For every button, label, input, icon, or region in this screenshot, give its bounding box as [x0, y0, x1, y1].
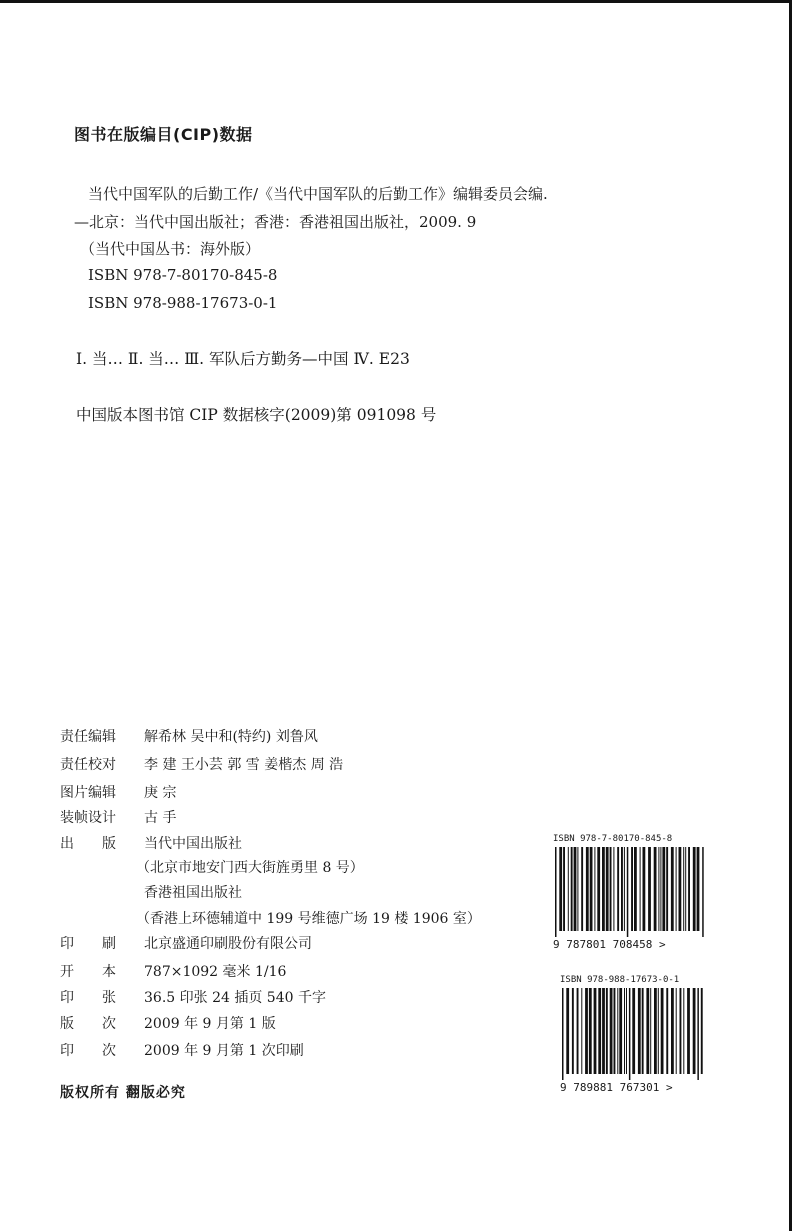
credit-label: 责任编辑 [60, 729, 116, 745]
barcode-bar [650, 988, 651, 1074]
credit-value: 当代中国出版社 [144, 836, 242, 852]
barcode-bar [680, 988, 682, 1074]
barcode-bar [693, 847, 696, 931]
barcode-bar [562, 988, 564, 1080]
credit-label: 图片编辑 [60, 785, 116, 801]
credit-label: 责任校对 [60, 757, 116, 773]
barcode-bar [683, 847, 684, 931]
barcode-bar [676, 988, 677, 1074]
barcode-bar [577, 847, 578, 931]
barcode-bar [676, 847, 677, 931]
isbn-barcode-2 [560, 975, 710, 1094]
barcode-bar [697, 988, 699, 1080]
barcode-bar [606, 847, 609, 931]
credit-label: 印 次 [60, 1043, 116, 1059]
credit-value: 解希林 吴中和(特约) 刘鲁风 [144, 729, 318, 745]
barcode-bar [631, 847, 633, 931]
barcode-bar [638, 988, 641, 1074]
barcode-bar [598, 988, 601, 1074]
barcode-bar [634, 847, 637, 931]
barcode-bar [568, 847, 569, 931]
barcode-bar [585, 988, 588, 1074]
barcode-bar [629, 988, 631, 1080]
barcode-bar [661, 988, 664, 1074]
copyright-notice: 版权所有 翻版必究 [60, 1085, 186, 1101]
barcode-isbn-text: ISBN 978-988-17673-0-1 [560, 975, 680, 985]
credit-value: 36.5 印张 24 插页 540 千字 [144, 990, 326, 1006]
barcode-bar [702, 847, 704, 937]
cip-record-line: 中国版本图书馆 CIP 数据核字(2009)第 091098 号 [76, 406, 437, 424]
barcode-bar [671, 847, 674, 931]
barcode-bar [614, 988, 616, 1074]
barcode-bar [697, 847, 700, 931]
credit-label: 开 本 [60, 964, 116, 980]
cip-heading: 图书在版编目(CIP)数据 [74, 125, 253, 144]
barcode-bar [660, 847, 661, 931]
barcode-bar [572, 988, 574, 1074]
barcode-bar [671, 988, 674, 1074]
cip-isbn-2: ISBN 978-988-17673-0-1 [88, 294, 278, 312]
barcode-bar [559, 847, 562, 931]
page-top-edge [0, 0, 792, 3]
barcode-bar [581, 847, 583, 931]
barcode-bar [626, 988, 627, 1074]
barcode-bar [693, 988, 696, 1074]
barcode-bar [658, 988, 659, 1074]
barcode-bar [617, 988, 618, 1074]
cip-isbn-1: ISBN 978-7-80170-845-8 [88, 266, 278, 284]
barcode-bar [685, 847, 686, 931]
credit-value: 李 建 王小芸 郭 雪 姜楷杰 周 浩 [144, 757, 344, 773]
barcode-bar [594, 847, 595, 931]
cip-title-line: 当代中国军队的后勤工作/《当代中国军队的后勤工作》编辑委员会编. [88, 185, 548, 203]
barcode-bar [648, 847, 651, 931]
barcode-bar [574, 847, 577, 931]
barcode-bar [606, 988, 608, 1074]
barcode-bar [602, 988, 605, 1074]
barcode-bar [590, 847, 593, 931]
barcode-bar [571, 847, 573, 931]
barcode-bar [666, 847, 668, 931]
barcode-bar [654, 988, 657, 1074]
barcode-bar [563, 847, 565, 931]
barcode-bar [566, 988, 569, 1074]
barcode-bar [679, 847, 682, 931]
barcode-bar [643, 847, 646, 931]
barcode-bar [642, 988, 644, 1074]
cip-series-line: （当代中国丛书：海外版） [80, 240, 261, 258]
credit-value: 787×1092 毫米 1/16 [144, 964, 287, 980]
barcode-bar [577, 988, 579, 1074]
credit-label: 版 次 [60, 1016, 116, 1032]
barcode-bar [602, 847, 605, 931]
barcode-bar [701, 988, 703, 1074]
barcode-bar [624, 847, 625, 931]
cip-classification-line: Ⅰ. 当… Ⅱ. 当… Ⅲ. 军队后方勤务—中国 Ⅳ. E23 [76, 350, 410, 368]
barcode-bar [586, 847, 589, 931]
barcode-bar [597, 847, 600, 931]
barcode-bar [617, 847, 619, 931]
barcode-bar [589, 988, 592, 1074]
barcode-bar [658, 847, 659, 931]
barcode-bar [627, 847, 629, 937]
credit-value: 庚 宗 [144, 785, 177, 801]
barcode-bar [662, 847, 665, 931]
barcode-bar [555, 847, 557, 937]
barcode-bar [632, 988, 635, 1074]
barcode-bar [613, 847, 614, 931]
barcode-bars [560, 988, 705, 1080]
credit-value: 2009 年 9 月第 1 次印刷 [144, 1043, 304, 1059]
barcode-bar [594, 988, 597, 1074]
credit-value: 2009 年 9 月第 1 版 [144, 1016, 276, 1032]
publisher-address: （香港上环德辅道中 199 号维德广场 19 楼 1906 室） [136, 911, 481, 927]
barcode-bar [610, 847, 612, 931]
isbn-barcode-1 [553, 834, 713, 951]
credit-label: 出 版 [60, 836, 116, 852]
barcode-bar [688, 847, 690, 931]
barcode-bar [610, 988, 613, 1074]
barcode-bar [581, 988, 582, 1074]
barcode-bar [619, 988, 622, 1074]
barcode-bar [654, 847, 657, 931]
barcode-bar [624, 988, 625, 1074]
credit-value: 古 手 [144, 810, 177, 826]
cip-publisher-line: —北京：当代中国出版社；香港：香港祖国出版社，2009. 9 [74, 213, 477, 231]
credit-value: 香港祖国出版社 [144, 885, 242, 901]
credit-value: 北京盛通印刷股份有限公司 [144, 936, 312, 952]
credit-label: 装帧设计 [60, 810, 116, 826]
barcode-bar [640, 847, 641, 931]
barcode-bar [687, 988, 690, 1074]
barcode-bar [683, 988, 684, 1074]
barcode-bars [553, 847, 708, 937]
credit-label: 印 刷 [60, 936, 116, 952]
publisher-address: （北京市地安门西大街旌勇里 8 号） [136, 860, 364, 876]
barcode-bar [666, 988, 668, 1074]
barcode-digits: 9 787801 708458 > [553, 938, 666, 951]
barcode-bar [646, 988, 649, 1074]
barcode-bar [621, 847, 623, 931]
barcode-isbn-text: ISBN 978-7-80170-845-8 [553, 834, 673, 844]
barcode-digits: 9 789881 767301 > [560, 1081, 673, 1094]
credit-label: 印 张 [60, 990, 116, 1006]
